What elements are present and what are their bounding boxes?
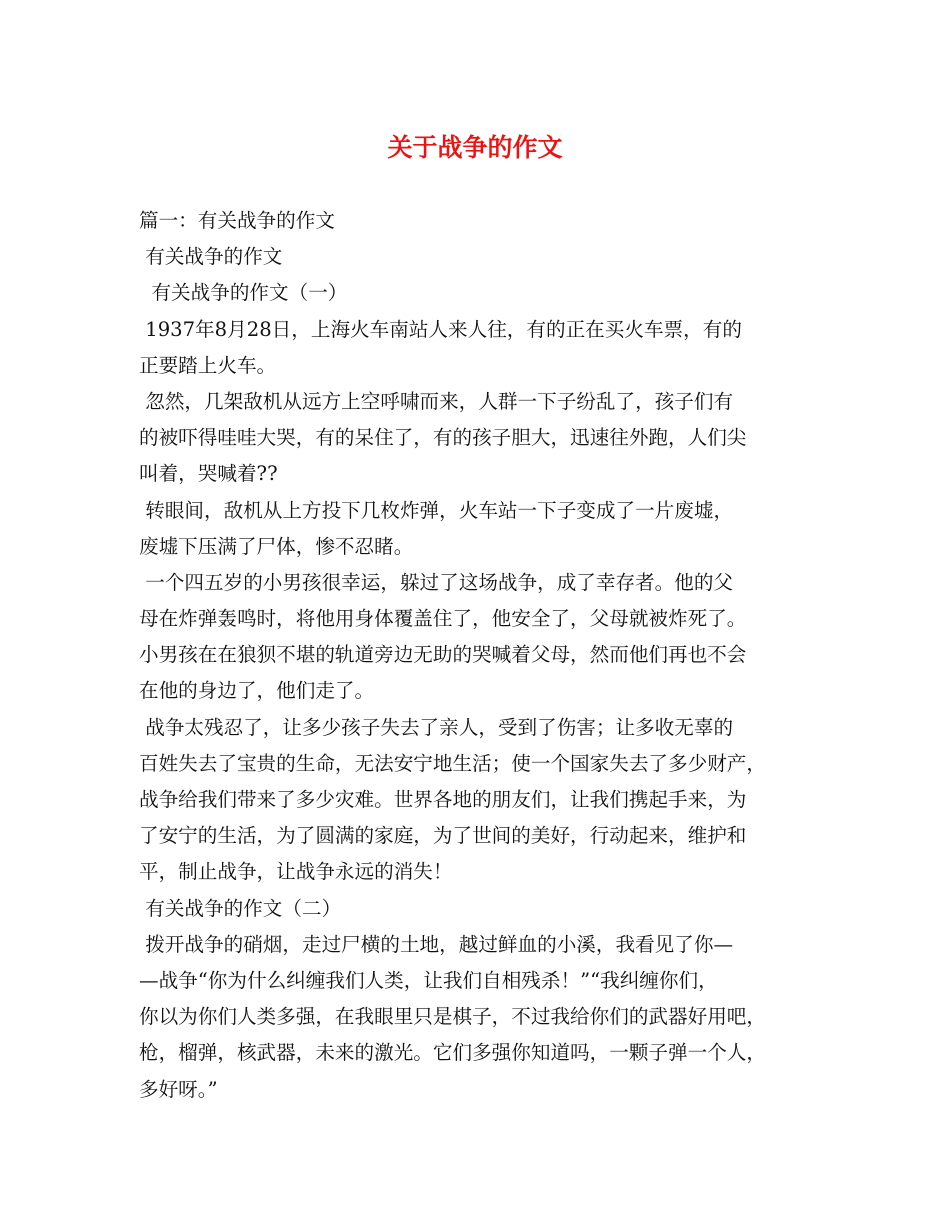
text-line: 有关战争的作文（二）	[139, 896, 342, 920]
text-line: 有关战争的作文	[139, 245, 283, 269]
document-title: 关于战争的作文	[387, 133, 563, 162]
text-line: 转眼间，敌机从上方投下几枚炸弹，火车站一下子变成了一片废墟，	[139, 498, 734, 522]
text-line: 枪，榴弹，核武器，未来的激光。它们多强你知道吗，一颗子弹一个人，	[139, 1041, 766, 1065]
text-line: 在他的身边了，他们走了。	[139, 679, 375, 703]
text-line: 有关战争的作文（一）	[139, 281, 348, 305]
text-line: 忽然，几架敌机从远方上空呼啸而来，人群一下子纷乱了，孩子们有	[139, 389, 734, 413]
text-line: 战争给我们带来了多少灾难。世界各地的朋友们，让我们携起手来，为	[139, 788, 747, 811]
text-line: 叫着，哭喊着??	[139, 462, 278, 486]
text-line: 多好呀。”	[139, 1077, 218, 1101]
text-line: 篇一：有关战争的作文	[139, 209, 335, 232]
text-line: 战争太残忍了，让多少孩子失去了亲人，受到了伤害；让多收无辜的	[139, 715, 734, 739]
text-line: 正要踏上火车。	[139, 353, 277, 377]
text-line: 小男孩在在狼狈不堪的轨道旁边无助的哭喊着父母，然而他们再也不会	[139, 643, 747, 667]
text-line: 一个四五岁的小男孩很幸运，躲过了这场战争，成了幸存者。他的父	[139, 570, 734, 594]
text-line: 的被吓得哇哇大哭，有的呆住了，有的孩子胆大，迅速往外跑，人们尖	[139, 426, 747, 450]
text-line: 母在炸弹轰鸣时，将他用身体覆盖住了，他安全了，父母就被炸死了。	[139, 607, 747, 631]
text-line: 你以为你们人类多强，在我眼里只是棋子，不过我给你们的武器好用吧，	[139, 1005, 766, 1029]
text-line: 平，制止战争，让战争永远的消失！	[139, 860, 453, 884]
text-line: 百姓失去了宝贵的生命，无法安宁地生活；使一个国家失去了多少财产，	[139, 751, 766, 775]
text-line: 废墟下压满了尸体，惨不忍睹。	[139, 534, 414, 558]
document-body	[139, 203, 819, 1108]
text-line: —战争“你为什么纠缠我们人类，让我们自相残杀！”“我纠缠你们，	[139, 968, 718, 992]
text-line: 1937年8月28日，上海火车南站人来人往，有的正在买火车票，有的	[139, 317, 742, 341]
text-line: 了安宁的生活，为了圆满的家庭，为了世间的美好，行动起来，维护和	[139, 824, 747, 848]
text-line: 拨开战争的硝烟，走过尸横的土地，越过鲜血的小溪，我看见了你—	[139, 932, 734, 956]
